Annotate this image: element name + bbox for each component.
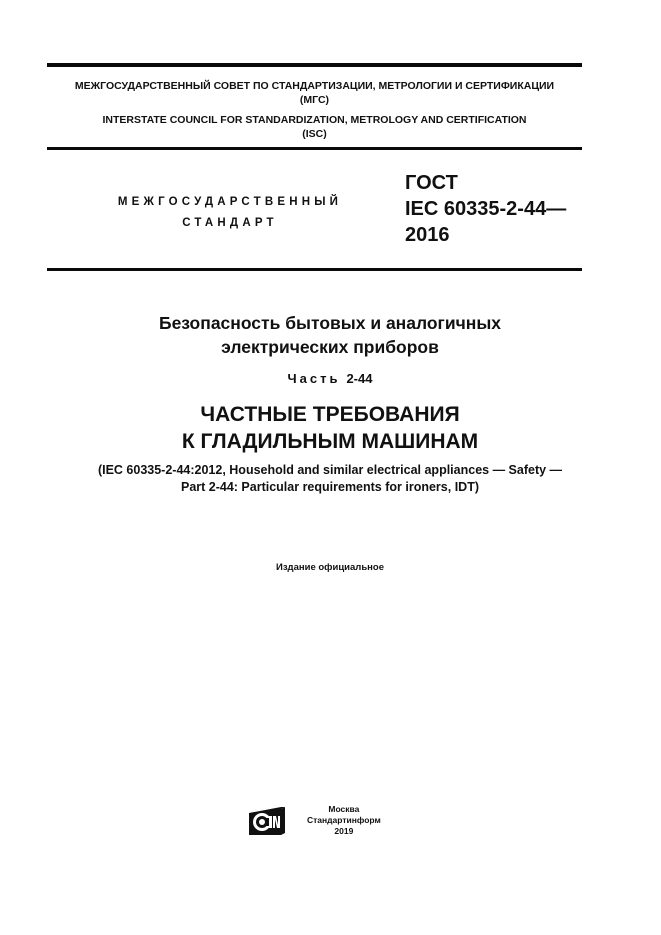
subtitle-line2: К ГЛАДИЛЬНЫМ МАШИНАМ <box>181 430 479 453</box>
edition-label: Издание официальное <box>276 562 384 573</box>
publisher-name: Стандартинформ <box>307 815 381 825</box>
iec-reference-line2: Part 2-44: Particular requirements for ironers, IDT) <box>180 480 479 494</box>
council-name-ru: МЕЖГОСУДАРСТВЕННЫЙ СОВЕТ ПО СТАНДАРТИЗАЦИИ, МЕТРОЛОГИИ И СЕРТИФИКАЦИИ <box>74 80 555 92</box>
top-divider <box>47 63 582 67</box>
main-title <box>40 311 620 359</box>
middle-divider <box>47 147 582 150</box>
main-title-line1: Безопасность бытовых и аналогичных <box>158 313 502 333</box>
title-block <box>40 311 620 455</box>
publisher-block <box>247 804 381 837</box>
council-header <box>47 79 582 141</box>
part-number: 2-44 <box>346 371 373 386</box>
standard-type <box>100 192 360 234</box>
publisher-year: 2019 <box>334 826 354 836</box>
standartinform-logo-icon <box>247 805 287 837</box>
council-abbr-en: (ISC) <box>302 128 327 140</box>
standard-type-line1: МЕЖГОСУДАРСТВЕННЫЙ <box>117 196 343 208</box>
publisher-city: Москва <box>328 804 360 814</box>
part-word: Часть <box>287 371 341 386</box>
main-title-line2: электрических приборов <box>221 337 439 357</box>
council-abbr-ru: (МГС) <box>299 94 330 106</box>
council-name-en: INTERSTATE COUNCIL FOR STANDARDIZATION, METROLOGY AND CERTIFICATION <box>102 114 527 126</box>
bottom-divider <box>47 268 582 271</box>
standard-year: 2016 <box>405 224 450 246</box>
subtitle-line1: ЧАСТНЫЕ ТРЕБОВАНИЯ <box>200 403 460 426</box>
iec-reference-line1: (IEC 60335-2-44:2012, Household and similar electrical appliances — Safety — <box>97 463 563 477</box>
standard-designation <box>405 170 566 248</box>
publisher-text <box>307 804 381 837</box>
iec-reference <box>40 462 620 496</box>
gost-label: ГОСТ <box>405 172 458 194</box>
part-label <box>40 371 620 387</box>
iec-designation: IEC 60335-2-44— <box>405 198 567 220</box>
subtitle <box>40 401 620 455</box>
standard-type-line2: СТАНДАРТ <box>182 217 278 229</box>
